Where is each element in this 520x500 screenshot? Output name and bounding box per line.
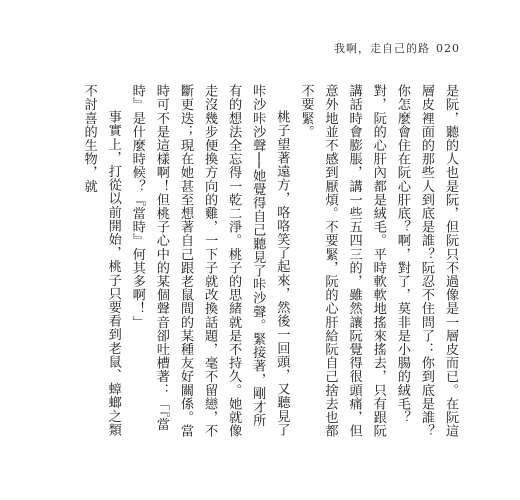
paragraph-3: 事實上，打從以前開始，桃子只要看到老鼠、蟑螂之類不討喜的生物，就: [81, 84, 121, 437]
paragraph-1: 是阮，聽的人也是阮，但阮只不過像是一層皮而已。在阮這層皮裡面的那些人到底是誰？阮忍不住問了：你到底是誰？你怎麼會住在阮心肝底？啊，對了，莫非是小腸的絨毛？對，阮的心肝內都是絨毛。平時軟軟地搖來搖去，只有跟阮講話時會膨脹，講一些五四三的，雖然讓阮覺得很頭痛，但意外地並不感到厭煩。不要緊，阮的心肝給阮自己捨去也都不要緊。: [298, 84, 458, 438]
running-header: [334, 40, 460, 56]
paragraph-2: 桃子望著遠方，咯咯笑了起來，然後一回頭，又聽見了咔沙咔沙聲──她覺得自己聽見了咔沙聲。緊接著，剛才所有的想法全忘得一乾二淨。桃子的思緒就是不持久。她就像走沒幾步便換方向的雞，一下子就改換話題，毫不留戀，不斷更迭；現在她甚至想著自己跟老鼠間的某種友好關係。當時可不是這樣啊！但桃子心中的某個聲音卻吐槽著：「『當時』是什麼時候？『當時』何其多啊！」: [129, 84, 290, 438]
book-title: 我啊，走自己的路: [334, 42, 430, 55]
vertical-text-body: [52, 84, 462, 440]
page-number: 020: [436, 42, 460, 55]
